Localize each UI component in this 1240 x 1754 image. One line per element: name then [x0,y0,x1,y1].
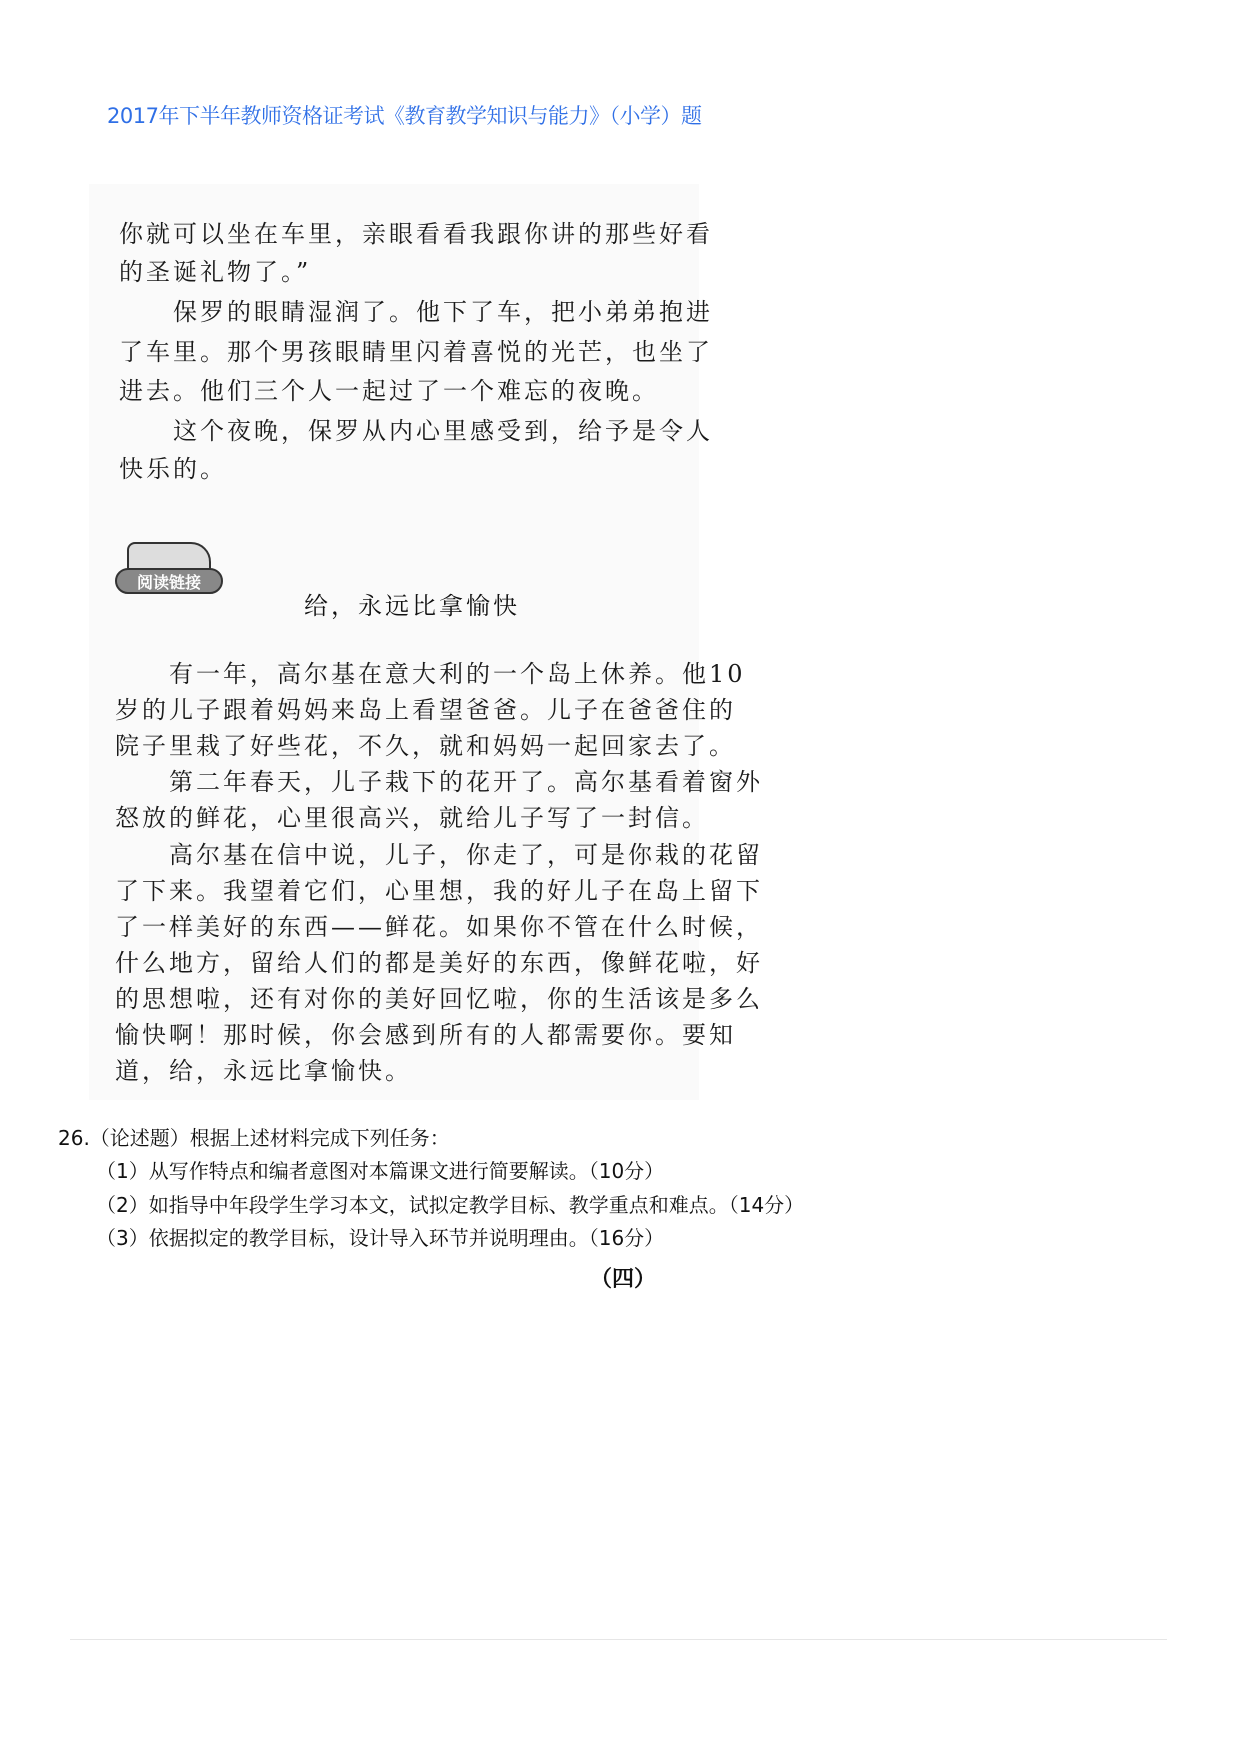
passage-line: 岁的儿子跟着妈妈来岛上看望爸爸。儿子在爸爸住的 [115,696,736,724]
passage-line: 高尔基在信中说，儿子，你走了，可是你栽的花留 [115,841,763,869]
passage-line: 保罗的眼睛湿润了。他下了车，把小弟弟抱进 [119,298,713,326]
passage-line: 的圣诞礼物了。” [119,258,312,286]
reading-link-title: 给，永远比拿愉快 [304,592,520,620]
passage-line: 了一样美好的东西——鲜花。如果你不管在什么时候， [115,913,763,941]
reading-link-badge [115,542,223,596]
passage-line: 第二年春天，儿子栽下的花开了。高尔基看着窗外 [115,768,763,796]
passage-line: 的思想啦，还有对你的美好回忆啦，你的生活该是多么 [115,985,763,1013]
reading-link-label: 阅读链接 [115,568,223,594]
section-heading: （四） [590,1267,657,1292]
passage-line: 什么地方，留给人们的都是美好的东西，像鲜花啦，好 [115,949,763,977]
passage-line: 了车里。那个男孩眼睛里闪着喜悦的光芒，也坐了 [119,338,713,366]
question-item: （3）依据拟定的教学目标，设计导入环节并说明理由。（16分） [96,1226,665,1250]
passage-line: 进去。他们三个人一起过了一个难忘的夜晚。 [119,377,659,405]
passage-line: 快乐的。 [119,455,227,483]
passage-line: 这个夜晚，保罗从内心里感受到，给予是令人 [119,417,713,445]
scanned-textbook-excerpt [89,184,763,1100]
passage-line: 道，给，永远比拿愉快。 [115,1057,412,1085]
question-item: （2）如指导中年段学生学习本文，试拟定教学目标、教学重点和难点。（14分） [96,1193,805,1217]
passage-line: 怒放的鲜花，心里很高兴，就给儿子写了一封信。 [115,804,709,832]
passage-line: 有一年，高尔基在意大利的一个岛上休养。他10 [115,660,746,688]
question-stem: 26.（论述题）根据上述材料完成下列任务： [58,1126,450,1150]
page-header-title: 2017年下半年教师资格证考试《教育教学知识与能力》（小学）题 [107,104,702,128]
question-item: （1）从写作特点和编者意图对本篇课文进行简要解读。（10分） [96,1159,665,1183]
passage-line: 院子里栽了好些花，不久，就和妈妈一起回家去了。 [115,732,736,760]
passage-line: 了下来。我望着它们，心里想，我的好儿子在岛上留下 [115,877,763,905]
passage-line: 愉快啊！那时候，你会感到所有的人都需要你。要知 [115,1021,736,1049]
footer-divider [70,1639,1167,1640]
passage-line: 你就可以坐在车里，亲眼看看我跟你讲的那些好看 [119,220,713,248]
